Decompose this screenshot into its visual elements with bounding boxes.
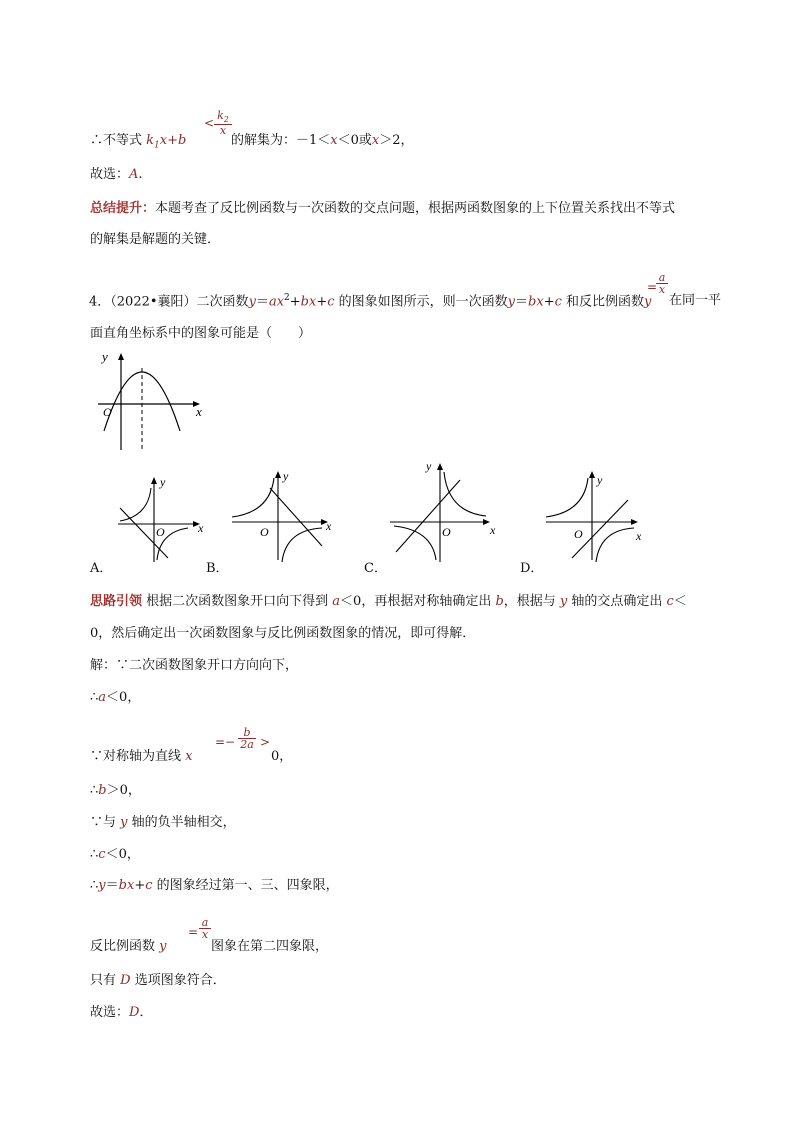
x-axis-label: x xyxy=(196,404,202,419)
previous-answer: 故选：A. xyxy=(90,167,143,182)
option-a-graph xyxy=(112,466,208,564)
summary-line-1: 总结提升：本题考查了反比例函数与一次函数的交点问题，根据两函数图象的上下位置关系找出不等式 xyxy=(90,201,676,216)
inverse-equals: = xyxy=(188,925,199,939)
hyperbola-branch-lower xyxy=(596,528,634,562)
solution-step-6: ∴c＜0， xyxy=(90,847,140,862)
y-axis-arrow xyxy=(275,471,281,478)
x-axis-label: x xyxy=(198,521,204,535)
final-answer: 故选：D． xyxy=(90,1005,153,1020)
inequality-fraction: $\frac{k_2}{x}$ xyxy=(214,110,232,136)
inequality-solution: 的解集为：－1＜x＜0或x＞2， xyxy=(231,133,414,148)
x-axis-label: x xyxy=(636,529,642,543)
solution-step-7: ∴y＝bx+c 的图象经过第一、三、四象限， xyxy=(90,878,339,893)
solution-step-9: 只有 D 选项图象符合． xyxy=(90,973,226,988)
y-axis-arrow xyxy=(118,353,124,360)
y-axis-label: y xyxy=(597,473,603,487)
y-axis-label: y xyxy=(283,469,289,483)
option-b-graph xyxy=(228,464,340,564)
inverse-fraction: $\frac{a}{x}$ xyxy=(199,917,211,940)
parabola-curve xyxy=(104,372,180,431)
y-axis-arrow xyxy=(151,477,157,484)
hyperbola-branch-upper xyxy=(120,488,151,521)
x-axis-arrow xyxy=(631,519,638,525)
solution-step-3: ∵对称轴为直线 x xyxy=(90,749,193,764)
inequality-line: ∴不等式 $k_1x+b$ xyxy=(90,133,187,151)
y-axis-arrow xyxy=(437,463,443,470)
summary-line-2: 的解集是解题的关键． xyxy=(90,232,221,247)
y-axis-label: y xyxy=(160,475,166,489)
inequality-less-than: < xyxy=(204,116,215,130)
origin-label: O xyxy=(103,405,112,419)
solution-step-8: 反比例函数 y xyxy=(90,939,167,954)
question-equals: = xyxy=(647,280,658,294)
symmetry-greater-than: > xyxy=(260,735,271,749)
hint-line-2: 0，然后确定出一次函数图象与反比例函数图象的情况，即可得解． xyxy=(90,626,476,641)
hyperbola-branch-lower xyxy=(282,528,322,562)
option-c-label: C． xyxy=(364,561,387,576)
hint-line-1: 思路引领 根据二次函数图象开口向下得到 a＜0，再根据对称轴确定出 b，根据与 y 轴的交点确定出 c＜ xyxy=(90,594,687,609)
solution-step-3-end: 0， xyxy=(271,749,293,764)
origin-label: O xyxy=(156,525,165,539)
symmetry-equals: =− xyxy=(215,735,236,749)
y-axis-label: y xyxy=(102,349,108,364)
question-fraction: $\frac{a}{x}$ xyxy=(656,272,668,295)
origin-label: O xyxy=(574,527,583,541)
option-d-graph xyxy=(542,464,650,564)
question-line-2: 面直角坐标系中的图象可能是（ ） xyxy=(90,326,312,341)
option-d-label: D． xyxy=(520,561,544,576)
x-axis-label: x xyxy=(326,519,332,533)
hyperbola-branch-upper xyxy=(546,478,588,517)
option-a-label: A． xyxy=(90,561,113,576)
hyperbola-branch-upper xyxy=(232,478,274,517)
hyperbola-branch-upper xyxy=(444,472,486,516)
origin-label: O xyxy=(442,525,451,539)
origin-label: O xyxy=(260,525,269,539)
question-line-1-end: 在同一平 xyxy=(669,293,722,308)
solution-step-1: 解：∵二次函数图象开口方向向下， xyxy=(90,658,299,673)
y-axis-arrow xyxy=(589,471,595,478)
option-c-graph xyxy=(386,456,502,564)
x-axis-label: x xyxy=(490,523,496,537)
solution-step-4: ∴b＞0， xyxy=(90,783,141,798)
solution-step-8-end: 图象在第二四象限， xyxy=(211,939,329,954)
solution-step-2: ∴a＜0， xyxy=(90,690,141,705)
question-line-1: 4．（2022•襄阳）二次函数$y=ax^2+bx+c$ 的图象如图所示，则一次函数y＝bx+c 和反比例函数y xyxy=(89,293,652,310)
option-b-label: B． xyxy=(206,561,229,576)
solution-step-5: ∵与 y 轴的负半轴相交， xyxy=(90,815,236,830)
x-axis-arrow xyxy=(483,519,490,525)
parabola-graph xyxy=(96,346,208,452)
symmetry-fraction: $\frac{b}{2a}$ xyxy=(238,727,256,750)
y-axis-label: y xyxy=(426,459,432,473)
